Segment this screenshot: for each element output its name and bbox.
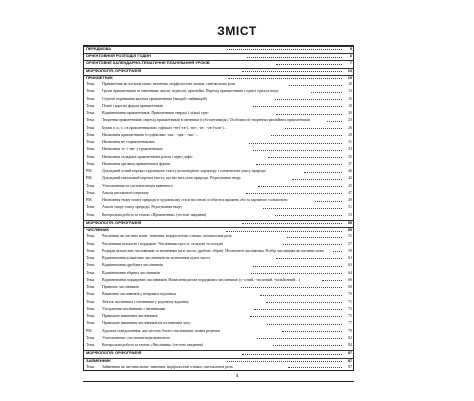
toc-row-label: Тема. [86,270,96,275]
toc-page-number: 10 [348,82,353,87]
toc-topic-row [84,234,353,241]
toc-row-label: Тема. [86,118,96,123]
toc-topic-row [84,329,353,336]
toc-row-title: ПРИКМЕТНИК [86,75,113,80]
toc-page-number: 53 [348,212,353,217]
toc-leader-dots [304,169,342,172]
page-heading: ЗМІСТ [217,24,257,38]
toc-page-number: 87 [348,364,353,369]
toc-topic-row [84,118,353,125]
toc-page-number: 51 [348,205,352,210]
toc-row-title: Правильне вживання числівників [102,314,158,319]
toc-leader-dots [253,104,342,107]
toc-leader-dots [258,184,342,187]
page-number [0,373,474,378]
toc-row-label: Тема. [86,132,96,137]
toc-row-label: Тема. [86,248,96,253]
toc-row-title: Прикметник як частина мови: значення, морфологічні ознаки, синтаксична роль [102,82,236,87]
toc-page-number: 26 [348,125,353,130]
toc-row-label: РМ. [86,169,93,174]
toc-leader-dots [322,278,342,281]
toc-topic-row [84,111,353,118]
toc-topic-row [84,140,353,147]
toc-topic-row [84,336,353,343]
toc-section-row [84,68,353,75]
toc-leader-dots [276,256,342,259]
toc-row-title: Числівники кількісні і порядкові. Числівники прості, складені та складні [102,241,223,246]
toc-leader-dots [249,140,342,143]
toc-row-title: ЧИСЛІВНИК [86,228,109,233]
toc-leader-dots [242,69,342,72]
toc-leader-dots [315,198,342,201]
toc-leader-dots [282,329,342,332]
toc-page-number: 55 [347,219,353,225]
toc-leader-dots [256,162,342,165]
toc-leader-dots [226,228,342,231]
toc-page-number: 75 [348,314,352,319]
toc-page-number: 55 [348,234,352,239]
toc-topic-row [84,191,353,198]
toc-row-label: Тема. [86,364,96,369]
toc-leader-dots [327,118,342,121]
toc-row-label: РМ. [86,176,93,181]
toc-row-title: МОРФОЛОГІЯ. ОРФОГРАФІЯ [86,220,142,225]
toc-topic-row [84,285,353,292]
toc-leader-dots [292,176,342,179]
toc-row-title: Контрольна робота за темою «Прикметник» (тестові завдання) [102,212,207,217]
toc-row-title: МОРФОЛОГІЯ. ОРФОГРАФІЯ [86,68,142,73]
toc-topic-row [84,343,353,350]
toc-row-title: Узагальнення та систематизація вивченого [102,183,173,188]
toc-topic-row [84,249,353,256]
toc-leader-dots [333,249,342,252]
toc-topic-row [84,169,353,176]
toc-leader-dots [276,111,342,114]
toc-row-label: Тема. [86,277,96,282]
toc-section-row [84,358,353,365]
toc-row-title: Написання не з прикметниками [102,140,155,145]
toc-page-number: 82 [348,335,353,340]
toc-topic-row [84,365,353,372]
toc-leader-dots [289,82,342,85]
toc-leader-dots [253,147,342,150]
toc-row-title: Відмінювання збірних числівників [102,270,160,275]
toc-row-label: РМ. [86,328,93,333]
toc-page-number: 64 [348,270,353,275]
toc-page-number: 31 [348,140,352,145]
toc-leader-dots [267,321,342,324]
toc-leader-dots [268,155,342,158]
toc-page-number: 71 [348,299,352,304]
page-number-text: 3 [233,373,241,378]
toc-leader-dots [283,242,342,245]
toc-page-number: 42 [348,176,352,181]
toc-leader-dots [285,126,342,129]
toc-row-title: ОРІЄНТОВНЕ КАЛЕНДАРНО-ТЕМАТИЧНЕ ПЛАНУВАННЯ УРОКІВ [86,61,210,66]
toc-row-title: Докладний усний переказ художнього тексту розповідного характеру з елементами опису природи [102,169,266,174]
toc-leader-dots [227,359,342,362]
toc-row-label: РМ. [86,198,93,203]
toc-row-label: Тема. [86,292,96,297]
toc-page-number: 23 [348,118,353,123]
toc-row-title: Групи прикметників за значенням: якісні, відносні, присвійні. Перехід прикметників з однієї групи в іншу [102,89,279,94]
toc-page-number: 20 [348,111,352,116]
toc-row-title: МОРФОЛОГІЯ. ОРФОГРАФІЯ [86,351,142,356]
toc-row-label: Тема. [86,154,96,159]
toc-section-row [84,53,353,60]
toc-page-number: 40 [348,169,352,174]
toc-section-row [84,60,353,67]
toc-leader-dots [242,221,342,224]
toc-section-row [84,350,353,357]
toc-topic-row [84,314,353,321]
toc-row-title: Докладний письмовий переказ тексту, що містить опис природи. Редагування твору [102,176,241,181]
toc-row-title: Написання твору-опису природи в художньому стилі на основі особистих вражень або за картиною та вимовою [102,198,288,203]
toc-row-title: Контрольна робота за темою «Числівник» (тестові завдання) [102,343,203,348]
toc-topic-row [84,256,353,263]
toc-row-title: ПЕРЕДМОВА [86,47,112,51]
toc-row-label: Тема. [86,314,96,319]
toc-row-title: Зв'язок числівника з іменником у родовому відмінку [102,299,189,304]
toc-page-number: 33 [348,147,353,152]
toc-row-title: Займенник як частина мови: значення, морфологічні ознаки, синтаксична роль [102,364,233,369]
toc-leader-dots [250,314,342,317]
toc-row-label: Тема. [86,263,96,268]
toc-leader-dots [288,365,342,368]
toc-topic-row [84,104,353,111]
toc-row-label: Тема. [86,140,96,145]
toc-page-number: 68 [348,285,353,290]
toc-page-number: 6 [349,53,353,59]
toc-topic-row [84,162,353,169]
toc-row-label: Тема. [86,321,96,326]
toc-row-label: Тема. [86,234,96,239]
toc-topic-row [84,89,353,96]
toc-row-label: Тема. [86,306,96,311]
toc-row-title: Відмінювання кількісних числівників на позначення цілих чисел [102,256,210,261]
toc-topic-row [84,205,353,212]
toc-page-number: 84 [348,343,352,348]
toc-leader-dots [251,271,342,274]
toc-row-label: Тема. [86,299,96,304]
toc-page-number: 79 [348,328,352,333]
toc-leader-dots [253,263,342,266]
toc-row-title: ОРІЄНТОВНИЙ РОЗПОДІЛ ГОДИН [86,54,151,59]
toc-page-number: 5 [349,46,353,51]
toc-page-number: 45 [348,183,353,188]
toc-row-title: Правильне вживання числівників на позначення часу [102,321,191,326]
toc-topic-row [84,263,353,270]
toc-row-label: Тема. [86,241,96,246]
toc-section-row [84,227,353,234]
toc-topic-row [84,292,353,299]
toc-topic-row [84,300,353,307]
toc-page-number: 87 [347,357,353,363]
toc-row-label: Тема. [86,89,96,94]
toc-row-title: Написання -н- і -нн- у прикметниках [102,147,163,152]
toc-page-number: 13 [348,89,352,94]
toc-page-number: 66 [348,277,352,282]
toc-row-title: Художнє повідомлення, яке містить багато числівників, мовна рецензія [102,328,221,333]
toc-topic-row [84,155,353,162]
toc-page-number: 37 [348,161,352,166]
footer-rule [83,381,354,382]
toc-row-title: Узагальнення і систематизація вивченого [102,335,171,340]
toc-row-title: Числівник як частина мови: значення, морфологічні ознаки, синтаксична роль [102,234,232,239]
toc-page-number: 73 [348,306,352,311]
toc-leader-dots [287,234,342,237]
toc-row-label: Тема. [86,285,96,290]
toc-page-number: 47 [348,190,352,195]
toc-topic-row [84,126,353,133]
toc-row-label: Тема. [86,343,96,348]
toc-leader-dots [257,336,342,339]
toc-row-title: ЗАЙМЕННИК [86,358,111,363]
toc-leader-dots [228,76,342,79]
toc-leader-dots [311,89,342,92]
toc-page-number: 61 [348,256,353,261]
toc-leader-dots [275,97,342,100]
toc-leader-dots [271,133,342,136]
toc-topic-row [84,82,353,89]
toc-leader-dots [273,343,342,346]
toc-leader-dots [242,351,342,354]
toc-row-title: Відмінювання дробових числівників [102,263,163,268]
table-of-contents [83,45,354,371]
toc-leader-dots [266,300,342,303]
toc-page-number: 15 [348,96,352,101]
toc-row-title: Правопис числівників [102,285,139,290]
toc-leader-dots [246,191,342,194]
toc-section-row [84,46,353,53]
toc-topic-row [84,176,353,183]
toc-page-number: 7 [349,60,352,66]
toc-leader-dots [260,292,342,295]
toc-section-row [84,75,353,82]
toc-topic-row [84,133,353,140]
toc-page-number: 55 [347,227,353,233]
toc-row-label: Тема. [86,161,96,166]
toc-leader-dots [275,213,342,216]
toc-row-title: Аналіз письмового переказу [102,190,149,195]
toc-row-label: Тема. [86,125,96,130]
toc-leader-dots [247,54,342,57]
toc-topic-row [84,307,353,314]
toc-page-number: 18 [348,103,353,108]
toc-row-label: Тема. [86,82,96,87]
toc-row-label: Тема. [86,335,96,340]
toc-page-number: 70 [348,292,352,297]
toc-row-title: Написання складних прикметників разом і через дефіс [102,154,193,159]
toc-row-title: Творення прикметників; перехід прикметників в іменники (субстантивація). Особливості творення присвійних прикметників [102,118,311,123]
toc-row-label: Тема. [86,205,96,210]
toc-row-label: Тема. [86,103,96,108]
toc-topic-row [84,198,353,205]
toc-topic-row [84,184,353,191]
toc-row-label: Тема. [86,111,96,116]
toc-page-number: 35 [348,154,352,159]
toc-row-title: Аналіз твору-опису природи. Редагування твору [102,205,183,210]
toc-page-number: 77 [348,321,353,326]
toc-row-title: Відмінювання порядкових числівників. Написання разом порядкових числівників (з -сотий, -тисячний, -мільйонний…) [102,277,301,282]
toc-topic-row [84,271,353,278]
toc-page-number: 10 [347,67,353,73]
toc-row-title: Розряди кількісних числівників за значенням (цілі числа, дробові, збірні). Неозначені числівники. Розбір числівника як частини мови [102,248,324,253]
toc-row-label: Тема. [86,147,96,152]
toc-row-label: Тема. [86,183,96,188]
toc-page-number: 28 [348,132,352,137]
toc-topic-row [84,147,353,154]
toc-row-label: Тема. [86,190,96,195]
toc-topic-row [84,278,353,285]
toc-page-number: 87 [347,350,353,356]
toc-leader-dots [254,307,342,310]
toc-leader-dots [276,61,342,64]
toc-page-number: 57 [348,241,352,246]
toc-page-number: 49 [348,198,353,203]
toc-row-label: Тема. [86,212,96,217]
toc-row-label: Тема. [86,96,96,101]
toc-topic-row [84,242,353,249]
toc-row-title: Вживання числівників у непрямих відмінках [102,292,177,297]
toc-leader-dots [227,47,342,50]
toc-row-title: Написання прикметників із суфіксами -ськ-, -цьк-, -зьк-… [102,132,199,137]
toc-topic-row [84,97,353,104]
toc-row-title: Узгодження числівників з іменниками [102,306,166,311]
toc-leader-dots [241,285,342,288]
toc-leader-dots [263,205,342,208]
toc-row-title: Відмінювання прикметників. Прикметники твердої і м'якої груп [102,111,209,116]
toc-row-title: Написання прізвищ прикметкової форми [102,161,170,166]
toc-page-number: 10 [347,74,353,80]
toc-page-number: 59 [348,248,352,253]
toc-topic-row [84,321,353,328]
toc-row-title: Ступені порівняння якісних прикметників (вищий і найвищий) [102,96,207,101]
toc-page-number: 63 [348,263,353,268]
toc-row-title: Повні і короткі форми прикметників [102,103,163,108]
toc-row-title: Букви е, и, о, і в прикметникових суфіксах -ев-(-єв-), -ин-, -ін-, -ов-(-ьов-)… [102,125,228,130]
toc-section-row [84,220,353,227]
toc-row-label: Тема. [86,256,96,261]
toc-topic-row [84,213,353,220]
